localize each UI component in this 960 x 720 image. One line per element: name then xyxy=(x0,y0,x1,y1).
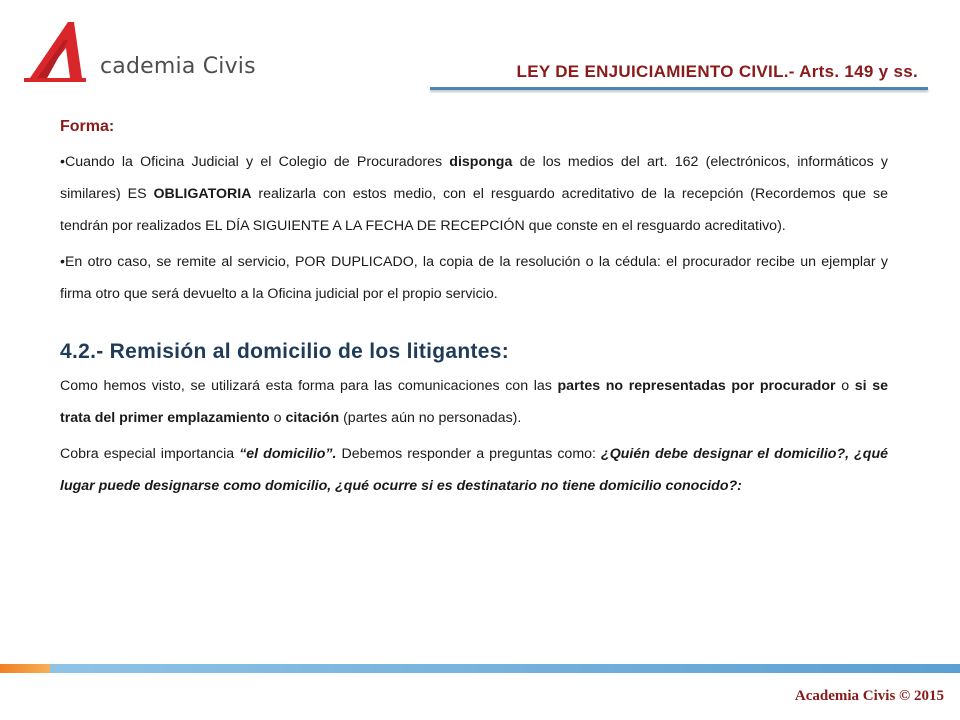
emphasis-text: disponga xyxy=(449,154,513,170)
page-title: LEY DE ENJUICIAMIENTO CIVIL.- Arts. 149 y ss. xyxy=(516,62,918,81)
logo-text: cademia Civis xyxy=(100,54,256,79)
text-run: •En otro caso, se remite al servicio, POR DUPLICADO, la copia de la resolución o la cédula: el procurador recibe un ejemplar y firma otro que será devuelto a la Oficina judicial por el propio servicio. xyxy=(60,254,888,302)
bullet-paragraph xyxy=(60,146,888,242)
emphasis-text: OBLIGATORIA xyxy=(153,186,252,202)
emphasis-text: ¿Quién debe designar el domicilio?, ¿qué lugar puede designarse como domicilio, ¿qué ocurre si es destinatario no tiene domicilio conocido?: xyxy=(60,446,888,494)
text-run: Cobra especial importancia xyxy=(60,446,240,462)
footer-copyright: Academia Civis © 2015 xyxy=(794,688,944,704)
text-run: Debemos responder a preguntas como: xyxy=(336,446,602,462)
body-paragraph xyxy=(60,438,888,502)
bullet-paragraph xyxy=(60,246,888,310)
text-run: o xyxy=(269,410,286,426)
academia-civis-logo xyxy=(22,18,256,90)
section-label-forma: Forma: xyxy=(60,118,115,135)
emphasis-text: citación xyxy=(285,410,340,426)
footer-accent-orange xyxy=(0,664,50,673)
text-run: •Cuando la Oficina Judicial y el Colegio de Procuradores xyxy=(60,154,450,170)
footer-accent-blue xyxy=(50,664,960,673)
emphasis-text: partes no representadas por procurador xyxy=(557,378,836,394)
text-run: o xyxy=(835,378,855,394)
emphasis-text: si se trata del primer emplazamiento xyxy=(60,378,888,426)
section-heading: 4.2.- Remisión al domicilio de los litigantes: xyxy=(60,340,510,363)
slide-content xyxy=(60,118,888,506)
text-run: de los medios del art. 162 (electrónicos, informáticos y similares) ES xyxy=(60,154,888,202)
text-run: (partes aún no personadas). xyxy=(339,410,522,426)
header-divider xyxy=(430,87,928,90)
text-run: realizarla con estos medio, con el resguardo acreditativo de la recepción (Recordemos que se tendrán por realizados EL DÍA SIGUIENTE A LA FECHA DE RECEPCIÓN que conste en el resguardo acreditativo). xyxy=(60,186,888,234)
logo-a-mark-icon xyxy=(22,18,102,90)
footer-divider xyxy=(0,664,960,673)
body-paragraph xyxy=(60,370,888,434)
emphasis-text: “el domicilio”. xyxy=(239,446,337,462)
text-run: Como hemos visto, se utilizará esta forma para las comunicaciones con las xyxy=(60,378,558,394)
